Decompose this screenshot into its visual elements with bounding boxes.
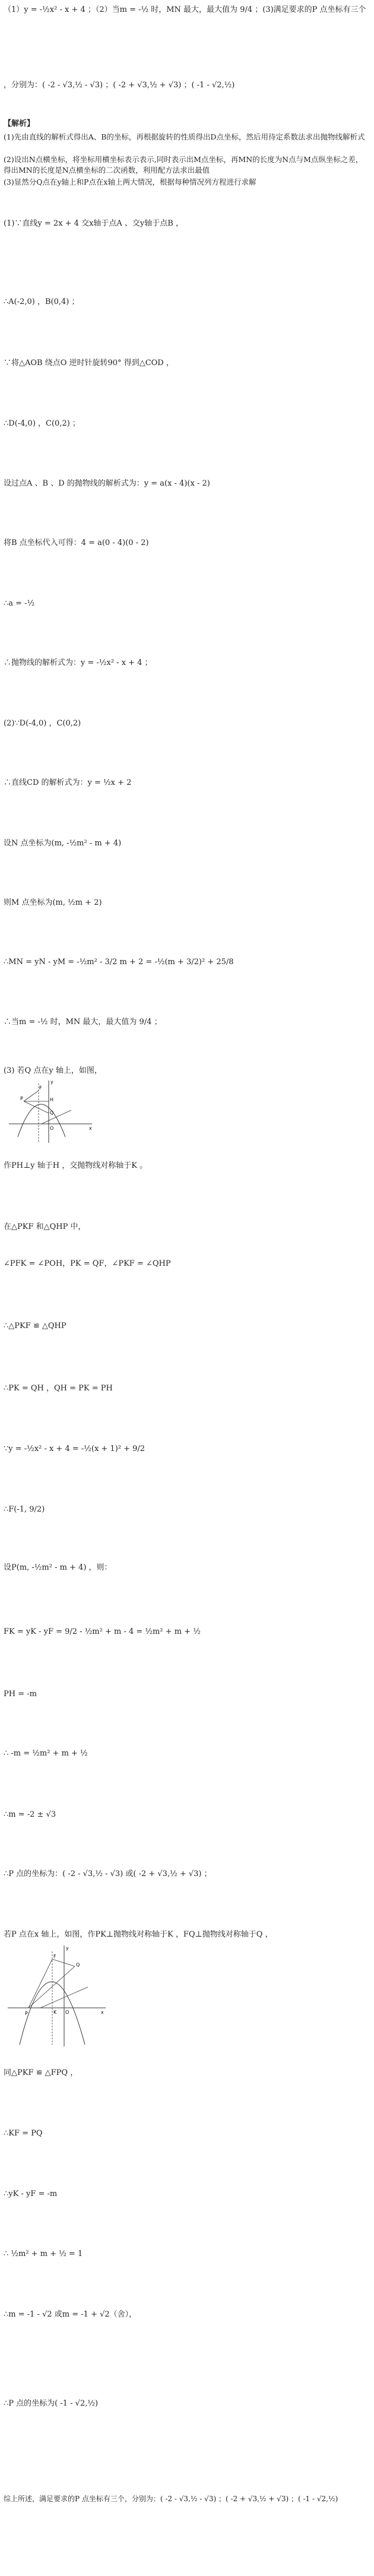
step-line: 设过点A 、B 、D 的抛物线的解析式为：y = a(x - 4)(x - 2) xyxy=(4,479,210,488)
step-line: (1)∵直线y = 2x + 4 交x轴于点A 、交y轴于点B ， xyxy=(4,219,183,228)
step-line: ∴A(-2,0) ，B(0,4) ； xyxy=(4,297,80,306)
svg-text:Q: Q xyxy=(50,1110,54,1116)
svg-text:H: H xyxy=(50,1097,54,1102)
step-line: ∴MN = yN - yM = -½m² - 3/2 m + 2 = -½(m + 3/2)² + 25/8 xyxy=(4,958,234,967)
step-line: ∴当m = -½ 时，MN 最大，最大值为 9/4 ； xyxy=(4,1018,162,1026)
svg-text:x: x xyxy=(101,2010,104,2015)
step-line: 设N 点坐标为(m, -½m² - m + 4) xyxy=(4,839,122,848)
step-line: ∴ ½m² + m + ½ = 1 xyxy=(4,2249,83,2258)
step-line: ∴KF = PQ xyxy=(4,2129,43,2138)
svg-text:Q: Q xyxy=(76,1962,80,1967)
svg-text:P: P xyxy=(20,1096,23,1101)
svg-text:F: F xyxy=(39,1085,42,1091)
step-line: 同△PKF ≌ △FPQ ， xyxy=(4,2068,78,2077)
analysis-paragraph-2: (2)设出N点横坐标，将坐标用横坐标表示表示,同时表示出M点坐标，再MN的长度为N点与M点纵坐标之差，得出MN的长度是N点横坐标的二次函数，利用配方法求出最值 xyxy=(4,155,363,175)
step-line: ∴a = -½ xyxy=(4,599,35,608)
step-line: ∴抛物线的解析式为：y = -½x² - x + 4 ； xyxy=(4,658,153,667)
step-line: ∴P 点的坐标为( -1 - √2,½) xyxy=(4,2399,99,2408)
step-line: ∴D(-4,0) ，C(0,2) ； xyxy=(4,419,80,428)
step-line: (2)∵D(-4,0) ，C(0,2) xyxy=(4,719,81,728)
step-line: ∴m = -2 ± √3 xyxy=(4,1810,56,1819)
step-line: PH = -m xyxy=(4,1690,37,1699)
svg-text:K: K xyxy=(53,2010,57,2015)
svg-text:y: y xyxy=(66,1946,69,1951)
step-line: 在△PKF 和△QHP 中， xyxy=(4,1222,86,1231)
conclusion-line: 综上所述，满足要求的P 点坐标有三个，分别为：( -2 - √3,½ - √3) ；( -2 + √3,½ + √3) ；( -1 - √2,½) xyxy=(4,2495,338,2503)
step-line: ∵将△AOB 绕点O 逆时针旋转90° 得到△COD ， xyxy=(4,359,174,367)
analysis-heading: 【解析】 xyxy=(4,119,35,128)
figure-q-on-y-axis xyxy=(6,1078,95,1146)
svg-text:y: y xyxy=(50,1079,53,1085)
step-line: (3) 若Q 点在y 轴上，如图， xyxy=(4,1066,102,1075)
answer-line-2: ，分别为：( -2 - √3,½ - √3) ；( -2 + √3,½ + √3) ；( -1 - √2,½) xyxy=(4,81,235,90)
step-line: ∴F(-1, 9/2) xyxy=(4,1505,45,1514)
step-line: ∠PFK = ∠POH，PK = QF，∠PKF = ∠QHP xyxy=(4,1259,171,1268)
figure-p-on-x-axis xyxy=(5,1943,109,2049)
svg-text:F: F xyxy=(53,1954,56,1959)
step-line: ∵y = -½x² - x + 4 = -½(x + 1)² + 9/2 xyxy=(4,1444,145,1453)
svg-text:O: O xyxy=(65,2010,69,2015)
svg-text:x: x xyxy=(89,1126,92,1131)
answer-line-1: （1）y = -½x² - x + 4 ；（2）当m = -½ 时，MN 最大，最大值为 9/4 ；(3)满足要求的P 点坐标有三个 xyxy=(4,5,366,14)
svg-text:P: P xyxy=(25,2011,28,2016)
step-line: 若P 点在x 轴上，如图，作PK⊥抛物线对称轴于K ，FQ⊥抛物线对称轴于Q ， xyxy=(4,1930,273,1939)
step-line: ∴P 点的坐标为：( -2 - √3,½ - √3) 或( -2 + √3,½ + √3) ； xyxy=(4,1870,212,1878)
step-line: FK = yK - yF = 9/2 - ½m² + m - 4 = ½m² + m + ½ xyxy=(4,1627,201,1636)
step-line: ∴PK = QH ，QH = PK = PH xyxy=(4,1384,113,1393)
step-line: 则M 点坐标为(m, ½m + 2) xyxy=(4,898,102,907)
analysis-paragraph-1: (1)先由直线的解析式得出A、B的坐标，再根据旋转的性质得出D点坐标，然后用待定系数法求出抛物线解析式 xyxy=(4,132,365,141)
step-line: ∴直线CD 的解析式为：y = ½x + 2 xyxy=(4,778,132,787)
step-line: ∴m = -1 - √2 或m = -1 + √2（舍）， xyxy=(4,2310,137,2319)
analysis-paragraph-3: (3)显然分Q点在y轴上和P点在x轴上两大情况，根据每种情况列方程进行求解 xyxy=(4,178,256,186)
step-line: ∴ -m = ½m² + m + ½ xyxy=(4,1749,88,1758)
step-line: 将B 点坐标代入可得：4 = a(0 - 4)(0 - 2) xyxy=(4,538,149,547)
step-line: 作PH⊥y 轴于H ，交抛物线对称轴于K 。 xyxy=(4,1161,148,1170)
step-line: 设P(m, -½m² - m + 4) ，则： xyxy=(4,1563,112,1572)
step-line: ∴△PKF ≌ △QHP xyxy=(4,1322,66,1330)
svg-text:O: O xyxy=(50,1126,54,1131)
step-line: ∴yK - yF = -m xyxy=(4,2190,58,2198)
